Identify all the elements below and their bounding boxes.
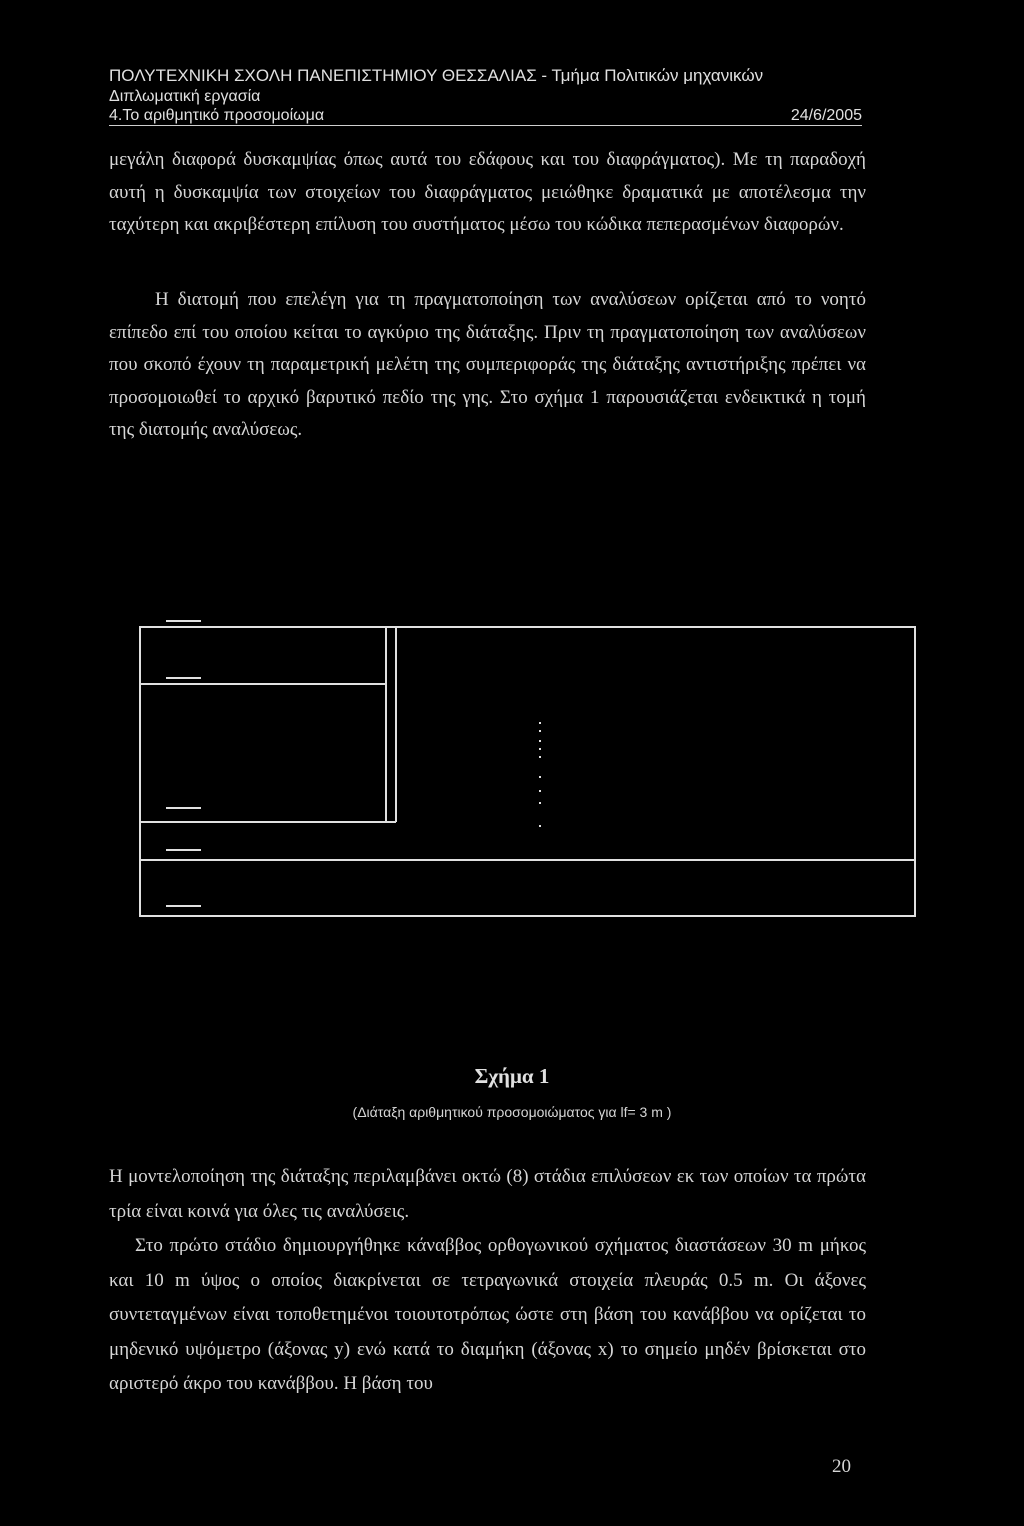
anchor-dotted-line <box>539 722 541 827</box>
paragraph-3: Η μοντελοποίηση της διάταξης περιλαμβάνει οκτώ (8) στάδια επιλύσεων εκ των οποίων τα πρώτα τρία είναι κοινά για όλες τις αναλύσεις. <box>109 1166 866 1222</box>
model-grid-outline <box>140 627 915 916</box>
header-date: 24/6/2005 <box>790 107 862 124</box>
figure-caption: (Διάταξη αριθμητικού προσομοιώματος για lf= 3 m ) <box>352 1104 672 1120</box>
paragraph-1: μεγάλη διαφορά δυσκαμψίας όπως αυτά του εδάφους και του διαφράγματος). Με τη παραδοχή αυτή η δυσκαμψία των στοιχείων του διαφράγματος μειώθηκε δραματικά με αποτέλεσμα την ταχύτερη και ακριβέστερη επίλυση του συστήματος μέσω του κώδικα πεπερασμένων διαφορών. <box>109 149 866 235</box>
header-institution: ΠΟΛΥΤΕΧΝΙΚΗ ΣΧΟΛΗ ΠΑΝΕΠΙΣΤΗΜΙΟΥ ΘΕΣΣΑΛΙΑΣ - Τμήμα Πολιτικών μηχανικών <box>109 66 764 85</box>
header-doc-type: Διπλωματική εργασία <box>109 88 261 105</box>
figure-title: Σχήμα 1 <box>474 1064 550 1088</box>
header-chapter: 4.Το αριθμητικό προσομοίωμα <box>109 107 325 124</box>
page-number: 20 <box>832 1456 851 1477</box>
paragraph-2: Η διατομή που επελέγη για τη πραγματοποίηση των αναλύσεων ορίζεται από το νοητό επίπεδο επί του οποίου κείται το αγκύριο της διάταξης. Πριν τη πραγματοποίηση των αναλύσεων που σκοπό έχουν τη παραμετρική μελέτη της συμπεριφοράς της διάταξης αντιστήριξης πρέπει να προσομοιωθεί το αρχικό βαρυτικό πεδίο της γης. Στο σχήμα 1 παρουσιάζεται ενδεικτικά η τομή της διατομής αναλύσεως. <box>109 289 866 440</box>
paragraph-4: Στο πρώτο στάδιο δημιουργήθηκε κάναββος ορθογωνικού σχήματος διαστάσεων 30 m μήκος και 10 m ύψος ο οποίος διακρίνεται σε τετραγωνικά στοιχεία πλευράς 0.5 m. Οι άξονες συντεταγμένων είναι τοποθετημένοι τοιουτοτρόπως ώστε στη βάση του κανάββου να ορίζεται το μηδενικό υψόμετρο (άξονας y) ενώ κατά το διαμήκη (άξονας x) το σημείο μηδέν βρίσκεται στο αριστερό άκρο του κανάββου. Η βάση του <box>109 1235 866 1394</box>
